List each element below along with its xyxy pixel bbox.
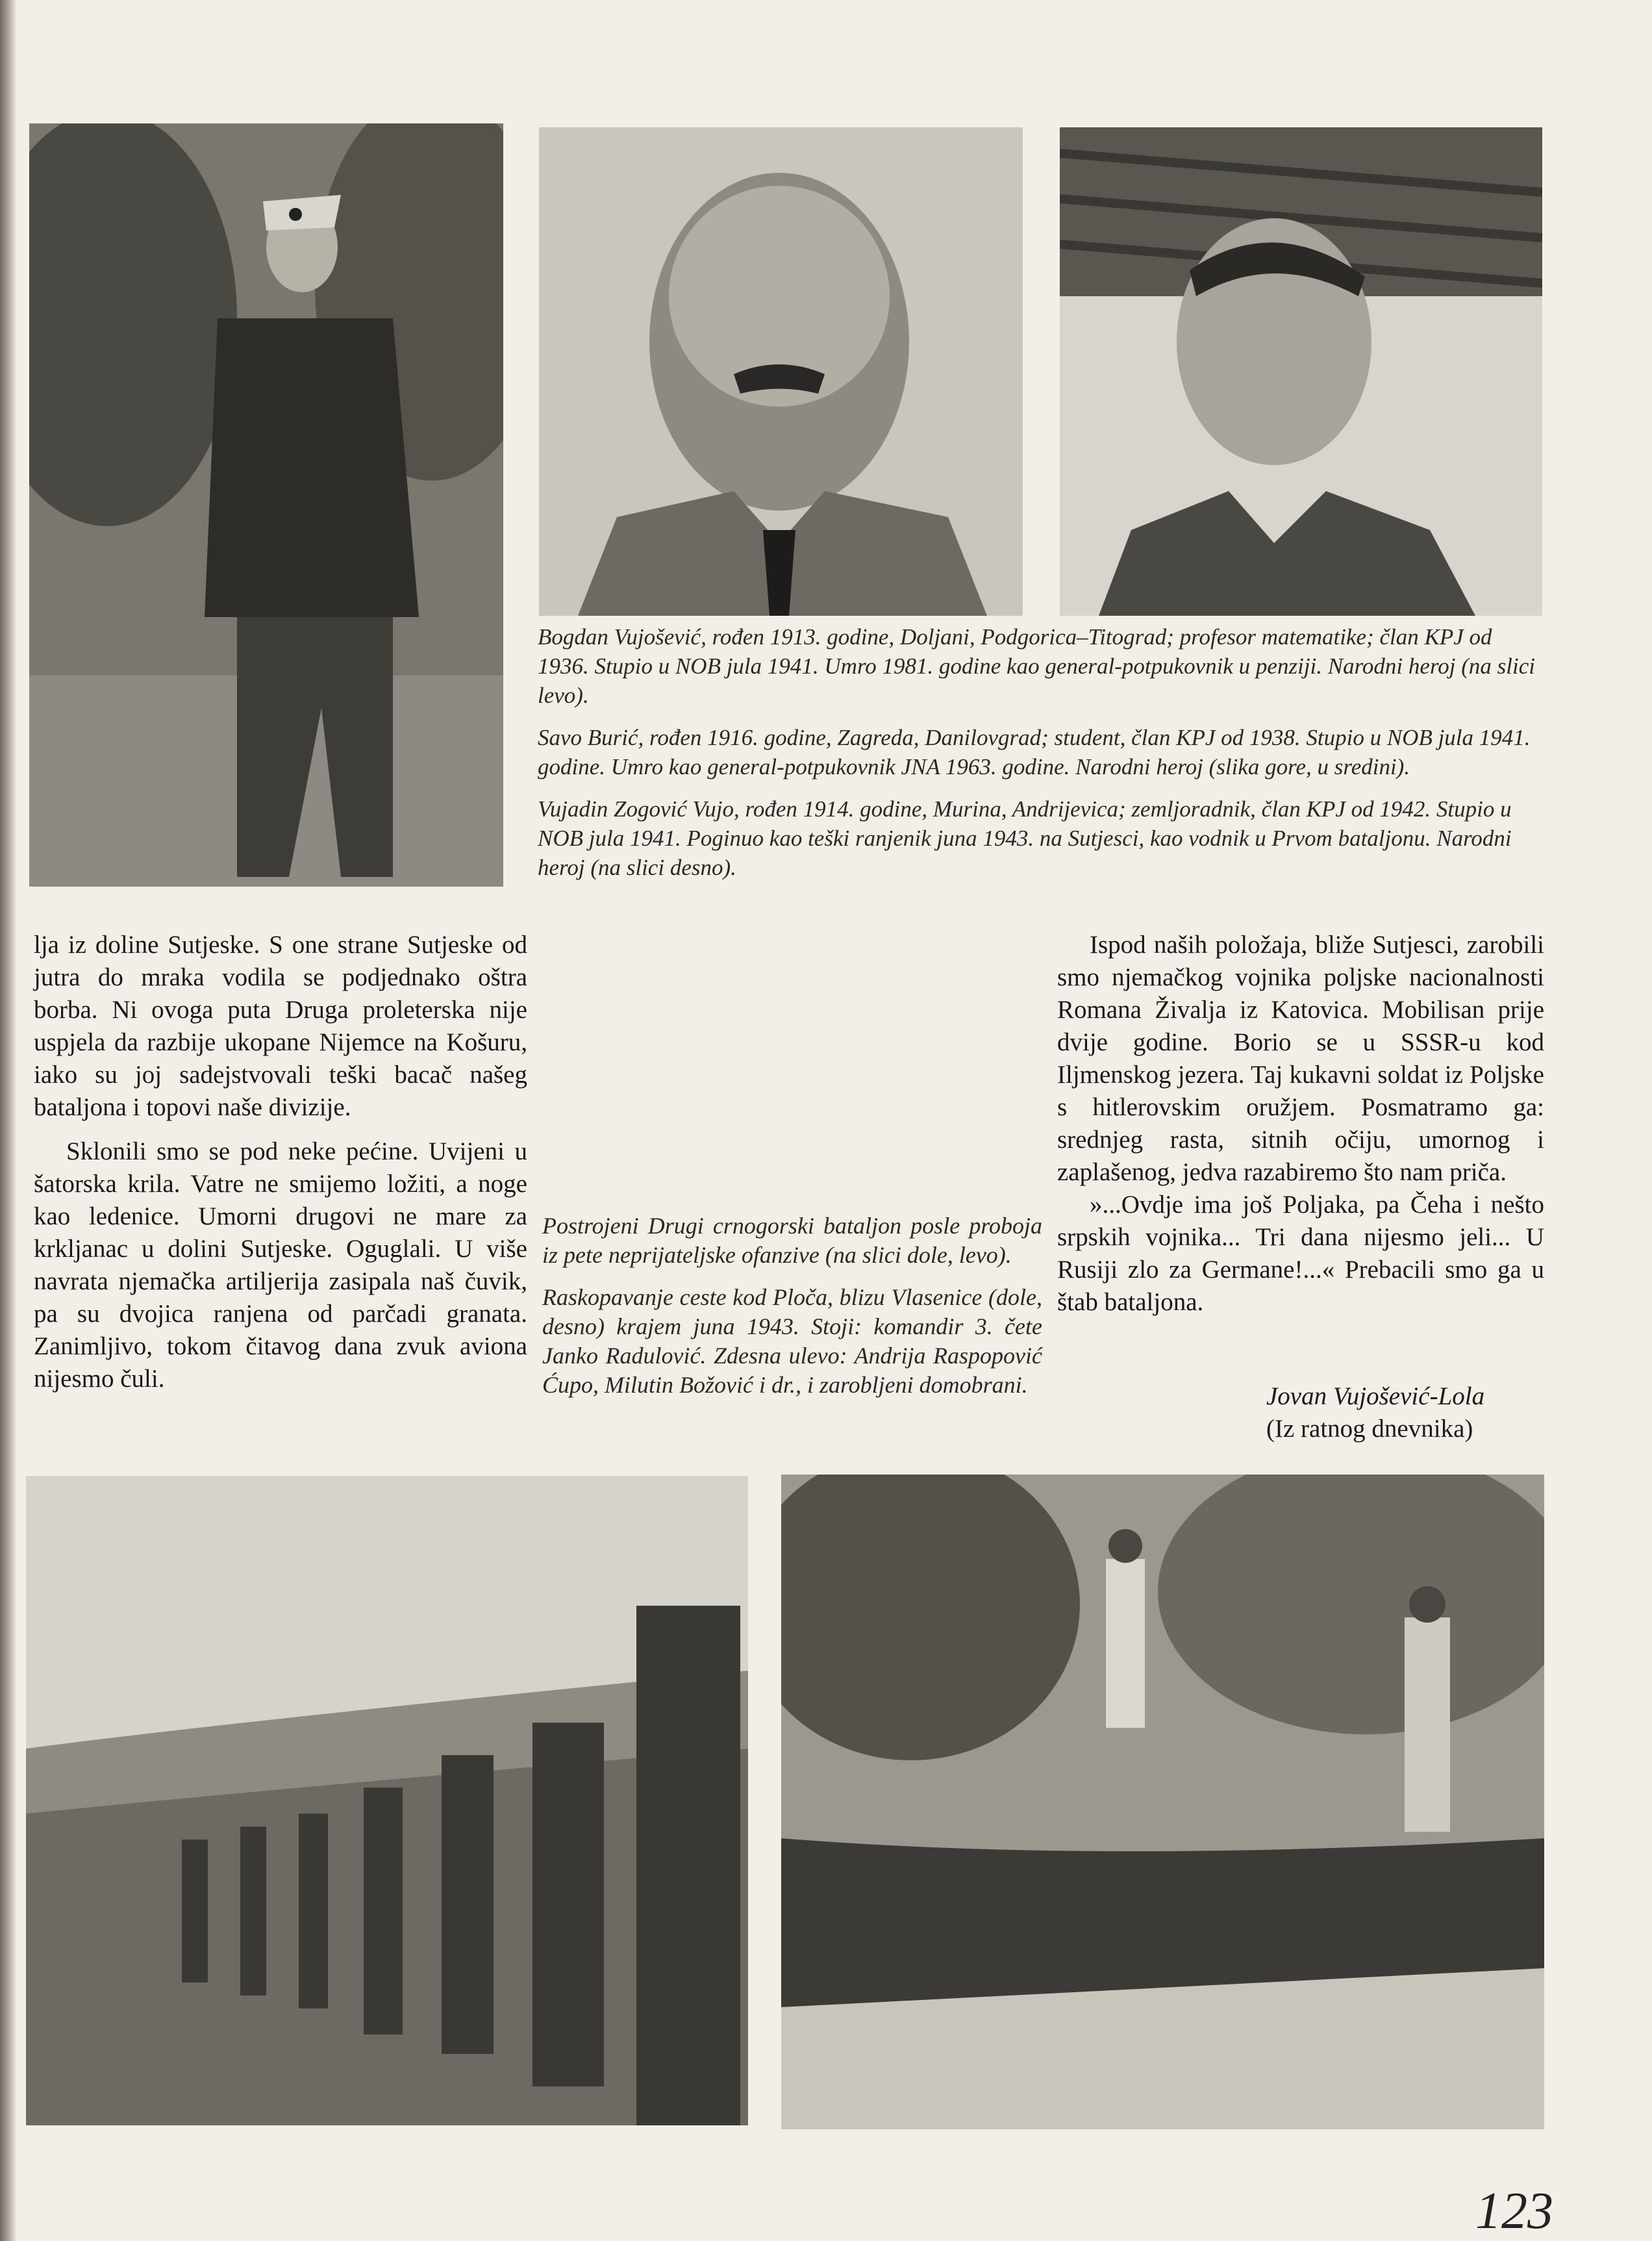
photo-right-portrait — [1060, 127, 1542, 616]
bottom-photo-captions — [542, 1211, 1042, 1413]
paragraph: Sklonili smo se pod neke pećine. Uvijeni u šatorska krila. Vatre ne smijemo ložiti, a noge kao ledenice. Umorni drugovi ne mare za krkljanac u dolini Sutjeske. Oguglali. U više navrata njemačka artiljerija zasipala naš čuvik, pa su dvojica ranjena od parčadi granata. Zanimljivo, tokom čitavog dana zvuk aviona nijesmo čuli. — [34, 1137, 527, 1393]
signature — [1266, 1380, 1484, 1445]
caption-battalion-lineup: Postrojeni Drugi crnogorski bataljon posle proboja iz pete neprijateljske ofanzive (na slici dole, levo). — [542, 1213, 1042, 1268]
page-number: 123 — [1475, 2183, 1553, 2240]
caption-bogdan-vujosevic: Bogdan Vujošević, rođen 1913. godine, Doljani, Podgorica–Titograd; profesor matematike; član KPJ od 1936. Stupio u NOB jula 1941. Umro 1981. godine kao general-potpukovnik u penziji. Narodni heroj (na slici levo). — [538, 624, 1535, 708]
caption-vujadin-zogovic: Vujadin Zogović Vujo, rođen 1914. godine, Murina, Andrijevica; zemljoradnik, član KPJ od 1942. Stupio u NOB jula 1941. Poginuo kao teški ranjenik juna 1943. na Sutjesci, kao vodnik u Prvom bataljonu. Narodni heroj (na slici desno). — [538, 796, 1512, 880]
signature-source: (Iz ratnog dnevnika) — [1266, 1415, 1473, 1443]
photo-battalion-lineup — [26, 1476, 748, 2125]
book-spine-shadow — [0, 0, 17, 2241]
photo-left-portrait — [29, 123, 503, 887]
portrait-captions — [538, 622, 1544, 895]
left-text-column — [34, 929, 527, 1395]
signature-author: Jovan Vujošević-Lola — [1266, 1382, 1485, 1410]
paragraph: »...Ovdje ima još Poljaka, pa Čeha i nešto srpskih vojnika... Tri dana nijesmo jeli... U Rusiji zlo za Germane!...« Prebacili smo ga u štab bataljona. — [1057, 1191, 1544, 1316]
photo-middle-portrait — [539, 127, 1023, 616]
caption-savo-buric: Savo Burić, rođen 1916. godine, Zagreda, Danilovgrad; student, član KPJ od 1938. Stupio u NOB jula 1941. godine. Umro kao general-potpukovnik JNA 1963. godine. Narodni heroj (slika gore, u sredini). — [538, 725, 1531, 779]
photo-road-digging — [781, 1475, 1544, 2129]
right-text-column — [1057, 929, 1544, 1319]
paragraph: lja iz doline Sutjeske. S one strane Sutjeske od jutra do mraka vodila se podjednako oštra borba. Ni ovoga puta Druga proleterska nije uspjela da razbije ukopane Nijemce na Košuru, iako su joj sadejstvovali teški bacač našeg bataljona i topovi naše divizije. — [34, 931, 527, 1121]
paragraph: Ispod naših položaja, bliže Sutjesci, zarobili smo njemačkog vojnika poljske nacionalnosti Romana Živalja iz Katovica. Mobilisan prije dvije godine. Borio se u SSSR-u kod Iljmenskog jezera. Taj kukavni soldat iz Poljske s hitlerovskim oružjem. Posmatramo ga: srednjeg rasta, sitnih očiju, umornog i zaplašenog, jedva razabiremo što nam priča. — [1057, 931, 1544, 1186]
caption-road-digging: Raskopavanje ceste kod Ploča, blizu Vlasenice (dole, desno) krajem juna 1943. Stoji: komandir 3. čete Janko Radulović. Zdesna ulevo: Andrija Raspopović Ćupo, Milutin Božović i dr., i zarobljeni domobrani. — [542, 1284, 1042, 1398]
